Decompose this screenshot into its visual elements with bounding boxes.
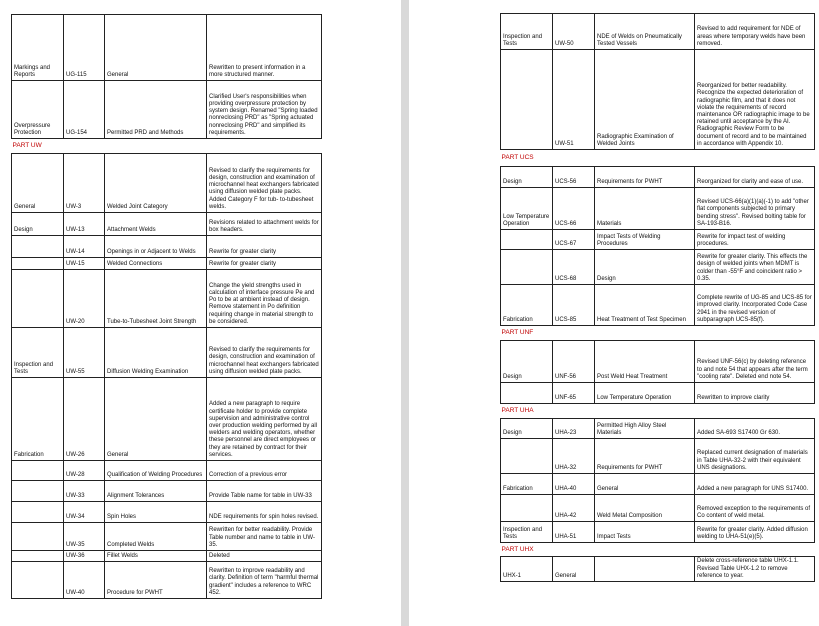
category-cell: Fabrication: [501, 474, 553, 495]
paragraph-cell: UW-13: [64, 213, 105, 236]
description-cell: Rewritten to improve readability and clarity. Definition of term "harmful thermal gradient" includes a reference to WRC 452.: [207, 562, 322, 599]
title-cell: Welded Connections: [105, 258, 207, 270]
category-cell: Fabrication: [501, 285, 553, 326]
category-cell: Design: [501, 419, 553, 439]
title-cell: Radiographic Examination of Welded Joints: [595, 50, 695, 150]
title-cell: NDE of Welds on Pneumatically Tested Vessels: [595, 14, 695, 50]
title-cell: Impact Tests: [595, 522, 695, 543]
table-row: [12, 562, 322, 599]
title-cell: Design: [595, 250, 695, 285]
category-cell: [12, 258, 64, 270]
paragraph-cell: UNF-65: [553, 383, 595, 404]
title-cell: General: [595, 474, 695, 495]
table-row: [501, 419, 815, 439]
description-cell: Delete cross-reference table UHX-1.1. Revised Table UHX-1.2 to remove reference to year.: [695, 557, 815, 582]
title-cell: Post Weld Heat Treatment: [595, 341, 695, 383]
paragraph-cell: UNF-56: [553, 341, 595, 383]
revision-table-left: [11, 14, 322, 599]
paragraph-cell: UHA-40: [553, 474, 595, 495]
paragraph-cell: UCS-68: [553, 250, 595, 285]
paragraph-cell: UW-51: [553, 50, 595, 150]
paragraph-cell: UW-50: [553, 14, 595, 50]
table-row: [501, 495, 815, 522]
table-row: [501, 285, 815, 326]
table-row: [12, 461, 322, 481]
table-row: [12, 270, 322, 328]
description-cell: Rewritten for better readability. Provide Table number and name to table in UW-35.: [207, 523, 322, 551]
title-cell: Attachment Welds: [105, 213, 207, 236]
description-cell: Correction of a previous error: [207, 461, 322, 481]
description-cell: Added a new paragraph to require certificate holder to provide complete supervision and administrative control over production welding performed by all welders and welding operators, whether these personnel are direct employees or they are retained by contract for their services.: [207, 378, 322, 461]
title-cell: Alignment Tolerances: [105, 481, 207, 502]
category-cell: [12, 481, 64, 502]
title-cell: Welded Joint Category: [105, 154, 207, 213]
title-cell: Impact Tests of Welding Procedures: [595, 230, 695, 250]
paragraph-cell: UCS-66: [553, 188, 595, 230]
table-row: [12, 378, 322, 461]
table-row: [12, 551, 322, 562]
description-cell: Reorganized for better readability. Recognize the expected deterioration of radiographic film, and that it does not violate the requirements of record maintenance OR radiographic image to be retained until acceptance by the AI. Radiographic Review Form to be document of record and to be maintained in accordance with Appendix 10.: [695, 50, 815, 150]
title-cell: Heat Treatment of Test Specimen: [595, 285, 695, 326]
category-cell: Design: [501, 167, 553, 188]
paragraph-cell: UW-40: [64, 562, 105, 599]
table-row: [501, 50, 815, 150]
category-cell: Low Temperature Operation: [501, 188, 553, 230]
paragraph-cell: UG-115: [64, 15, 105, 81]
paragraph-cell: UHA-32: [553, 439, 595, 474]
description-cell: Complete rewrite of UG-85 and UCS-85 for improved clarity. Incorporated Code Case 2941 in the revised version of subparagraph UCS-85(f).: [695, 285, 815, 326]
table-row: [501, 341, 815, 383]
table-row: [501, 14, 815, 50]
table-row: [12, 481, 322, 502]
table-row: [12, 328, 322, 378]
title-cell: Low Temperature Operation: [595, 383, 695, 404]
description-cell: Rewrite for greater clarity. This effects the design of welded joints when MDMT is colder than -55°F and coincident ratio > 0.35.: [695, 250, 815, 285]
section-heading: PART UNF: [501, 329, 534, 337]
table-row: [12, 154, 322, 213]
paragraph-cell: UHA-51: [553, 522, 595, 543]
paragraph-cell: General: [553, 557, 595, 582]
paragraph-cell: UW-14: [64, 236, 105, 258]
table-row: [12, 258, 322, 270]
paragraph-cell: UW-35: [64, 523, 105, 551]
paragraph-cell: UW-33: [64, 481, 105, 502]
category-cell: Overpressure Protection: [12, 81, 64, 139]
category-cell: Design: [501, 341, 553, 383]
category-cell: Fabrication: [12, 378, 64, 461]
paragraph-cell: UW-3: [64, 154, 105, 213]
category-cell: Inspection and Tests: [501, 522, 553, 543]
description-cell: Rewrite for greater clarity: [207, 236, 322, 258]
category-cell: [12, 236, 64, 258]
description-cell: Added SA-693 S17400 Gr 630.: [695, 419, 815, 439]
paragraph-cell: UCS-56: [553, 167, 595, 188]
paragraph-cell: UW-26: [64, 378, 105, 461]
category-cell: [501, 383, 553, 404]
category-cell: [501, 495, 553, 522]
paragraph-cell: UG-154: [64, 81, 105, 139]
title-cell: Qualification of Welding Procedures: [105, 461, 207, 481]
paragraph-cell: UW-20: [64, 270, 105, 328]
paragraph-cell: UW-28: [64, 461, 105, 481]
category-cell: [12, 551, 64, 562]
table-row: [501, 250, 815, 285]
page-gap: [401, 0, 409, 626]
title-cell: General: [105, 378, 207, 461]
title-cell: Diffusion Welding Examination: [105, 328, 207, 378]
section-heading-row: [501, 150, 815, 167]
section-heading-row: [501, 543, 815, 557]
paragraph-cell: UW-55: [64, 328, 105, 378]
title-cell: Permitted High Alloy Steel Materials: [595, 419, 695, 439]
title-cell: Procedure for PWHT: [105, 562, 207, 599]
table-row: [501, 474, 815, 495]
title-cell: [595, 557, 695, 582]
table-row: [12, 502, 322, 523]
category-cell: Inspection and Tests: [501, 14, 553, 50]
description-cell: Revised UCS-66(a)(1)(a)(-1) to add "other flat components subjected to primary bending stress". Revised bolting table for SA-193-B16.: [695, 188, 815, 230]
section-heading: PART UW: [12, 142, 42, 150]
table-row: [501, 383, 815, 404]
title-cell: Openings in or Adjacent to Welds: [105, 236, 207, 258]
category-cell: [12, 523, 64, 551]
section-heading: PART UHA: [501, 407, 534, 415]
description-cell: Revisions related to attachment welds for box headers.: [207, 213, 322, 236]
category-cell: Markings and Reports: [12, 15, 64, 81]
category-cell: General: [12, 154, 64, 213]
title-cell: Materials: [595, 188, 695, 230]
table-row: [501, 188, 815, 230]
section-heading: PART UCS: [501, 154, 534, 162]
description-cell: Replaced current designation of materials in Table UHA-32-2 with their equivalent UNS designations.: [695, 439, 815, 474]
table-row: [501, 439, 815, 474]
description-cell: NDE requirements for spin holes revised.: [207, 502, 322, 523]
paragraph-cell: UHA-23: [553, 419, 595, 439]
description-cell: Change the yield strengths used in calculation of interface pressure Pe and Po to be at ambient instead of design. Remove statement in Po definition requiring change in material strength to be considered.: [207, 270, 322, 328]
title-cell: Requirements for PWHT: [595, 167, 695, 188]
title-cell: Tube-to-Tubesheet Joint Strength: [105, 270, 207, 328]
table-row: [12, 236, 322, 258]
description-cell: Revised to clarify the requirements for design, construction and examination of microchannel heat exchangers fabricated using diffusion welded plate packs.: [207, 328, 322, 378]
title-cell: Completed Welds: [105, 523, 207, 551]
title-cell: Weld Metal Composition: [595, 495, 695, 522]
paragraph-cell: UHA-42: [553, 495, 595, 522]
description-cell: Rewrite for greater clarity. Added diffusion welding to UHA-51(e)(5).: [695, 522, 815, 543]
description-cell: Clarified User's responsibilities when providing overpressure protection by system design. Renamed "Spring loaded nonreclosing PRD" as "Spring actuated nonreclosing PRD" and simplified its requirements.: [207, 81, 322, 139]
table-row: [12, 523, 322, 551]
description-cell: Rewritten to improve clarity: [695, 383, 815, 404]
section-heading-row: [501, 326, 815, 341]
paragraph-cell: UW-34: [64, 502, 105, 523]
section-heading-row: [501, 404, 815, 419]
table-row: [501, 557, 815, 582]
description-cell: Deleted: [207, 551, 322, 562]
description-cell: Revised UNF-56(c) by deleting reference to and note 54 that appears after the term "cooling rate". Deleted end note 54.: [695, 341, 815, 383]
category-cell: [12, 461, 64, 481]
category-cell: [501, 250, 553, 285]
revision-table-right: [500, 13, 815, 582]
category-cell: [12, 562, 64, 599]
table-row: [12, 15, 322, 81]
title-cell: Fillet Welds: [105, 551, 207, 562]
section-heading-row: [12, 139, 322, 154]
description-cell: Rewrite for greater clarity: [207, 258, 322, 270]
description-cell: Removed exception to the requirements of Co content of weld metal.: [695, 495, 815, 522]
category-cell: Design: [12, 213, 64, 236]
table-row: [501, 522, 815, 543]
title-cell: General: [105, 15, 207, 81]
category-cell: [12, 502, 64, 523]
table-row: [12, 81, 322, 139]
paragraph-cell: UCS-85: [553, 285, 595, 326]
category-cell: [12, 270, 64, 328]
title-cell: Requirements for PWHT: [595, 439, 695, 474]
description-cell: Reorganized for clarity and ease of use.: [695, 167, 815, 188]
category-cell: [501, 50, 553, 150]
title-cell: Spin Holes: [105, 502, 207, 523]
title-cell: Permitted PRD and Methods: [105, 81, 207, 139]
description-cell: Provide Table name for table in UW-33: [207, 481, 322, 502]
table-row: [501, 167, 815, 188]
table-row: [501, 230, 815, 250]
description-cell: Rewrite for impact test of welding procedures.: [695, 230, 815, 250]
paragraph-cell: UW-36: [64, 551, 105, 562]
category-cell: [501, 439, 553, 474]
paragraph-cell: UW-15: [64, 258, 105, 270]
description-cell: Rewritten to present information in a more structured manner.: [207, 15, 322, 81]
description-cell: Added a new paragraph for UNS S17400.: [695, 474, 815, 495]
category-cell: Inspection and Tests: [12, 328, 64, 378]
description-cell: Revised to add requirement for NDE of areas where temporary welds have been removed.: [695, 14, 815, 50]
description-cell: Revised to clarify the requirements for design, construction and examination of microchannel heat exchangers fabricated using diffusion welded plate packs. Added Category F for tub- to-tubesheet welds.: [207, 154, 322, 213]
table-row: [12, 213, 322, 236]
category-cell: UHX-1: [501, 557, 553, 582]
category-cell: [501, 230, 553, 250]
paragraph-cell: UCS-67: [553, 230, 595, 250]
section-heading: PART UHX: [501, 545, 534, 553]
